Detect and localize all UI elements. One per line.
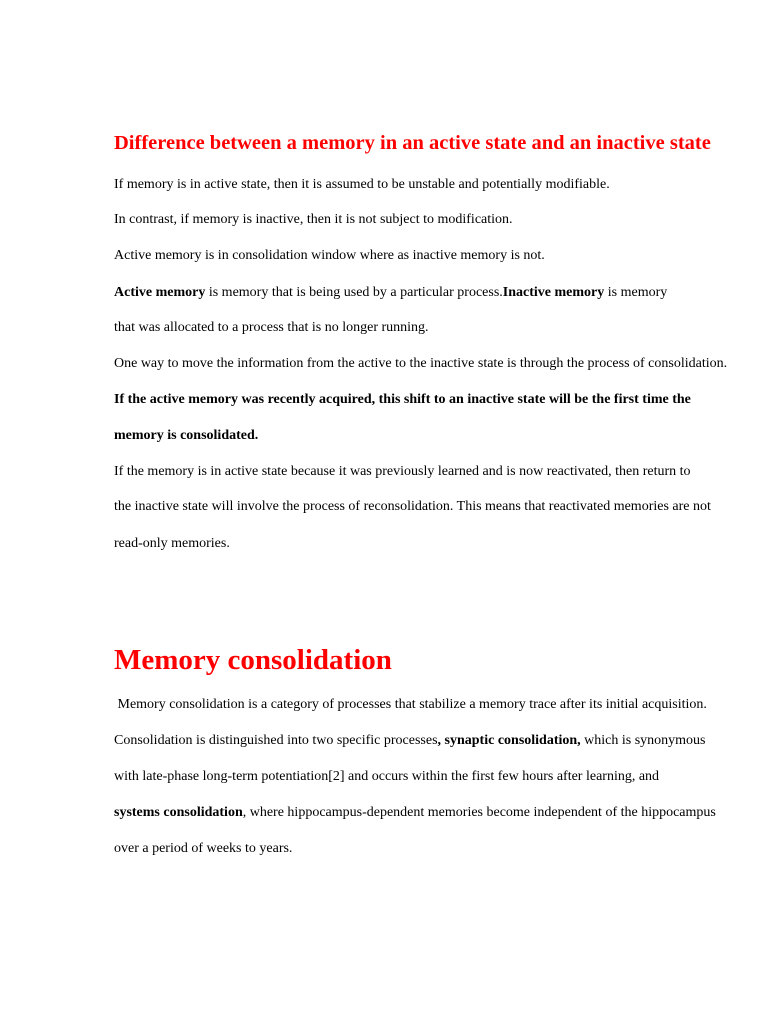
text-span: which is synonymous xyxy=(580,733,706,748)
paragraph-line: If the memory is in active state because it was previously learned and is now reactivated, then return to xyxy=(114,464,691,479)
text-span: is memory xyxy=(604,285,668,300)
paragraph-line: If memory is in active state, then it is assumed to be unstable and potentially modifiable. xyxy=(114,177,610,192)
paragraph-line: Active memory is in consolidation window where as inactive memory is not. xyxy=(114,248,545,263)
paragraph-line: One way to move the information from the active to the inactive state is through the process of consolidation. xyxy=(114,356,728,371)
section-heading-memory-consolidation: Memory consolidation xyxy=(114,644,392,676)
paragraph-line: over a period of weeks to years. xyxy=(114,841,293,856)
bold-term-inactive-memory: Inactive memory xyxy=(502,285,605,300)
paragraph-line: the inactive state will involve the process of reconsolidation. This means that reactivated memories are not xyxy=(114,499,711,514)
paragraph-line xyxy=(114,284,667,302)
section-heading-active-inactive: Difference between a memory in an active state and an inactive state xyxy=(114,132,711,154)
paragraph-line: In contrast, if memory is inactive, then it is not subject to modification. xyxy=(114,212,513,227)
text-span: is memory that is being used by a particular process. xyxy=(205,285,503,300)
paragraph-line xyxy=(114,732,706,750)
bold-term-active-memory: Active memory xyxy=(114,285,206,300)
paragraph-line xyxy=(114,804,716,822)
paragraph-line: with late-phase long-term potentiation[2] and occurs within the first few hours after learning, and xyxy=(114,769,660,784)
bold-term-systems-consolidation: systems consolidation xyxy=(114,805,243,820)
text-span: , where hippocampus-dependent memories become independent of the hippocampus xyxy=(242,805,716,820)
bold-paragraph-line: If the active memory was recently acquired, this shift to an inactive state will be the first time the xyxy=(114,392,691,407)
text-span: Consolidation is distinguished into two specific processes xyxy=(114,733,438,748)
paragraph-line: that was allocated to a process that is no longer running. xyxy=(114,320,429,335)
bold-paragraph-line: memory is consolidated. xyxy=(114,428,259,443)
bold-term-synaptic-consolidation: , synaptic consolidation, xyxy=(437,733,581,748)
paragraph-line: read-only memories. xyxy=(114,536,230,551)
paragraph-line: Memory consolidation is a category of processes that stabilize a memory trace after its initial acquisition. xyxy=(114,697,707,712)
